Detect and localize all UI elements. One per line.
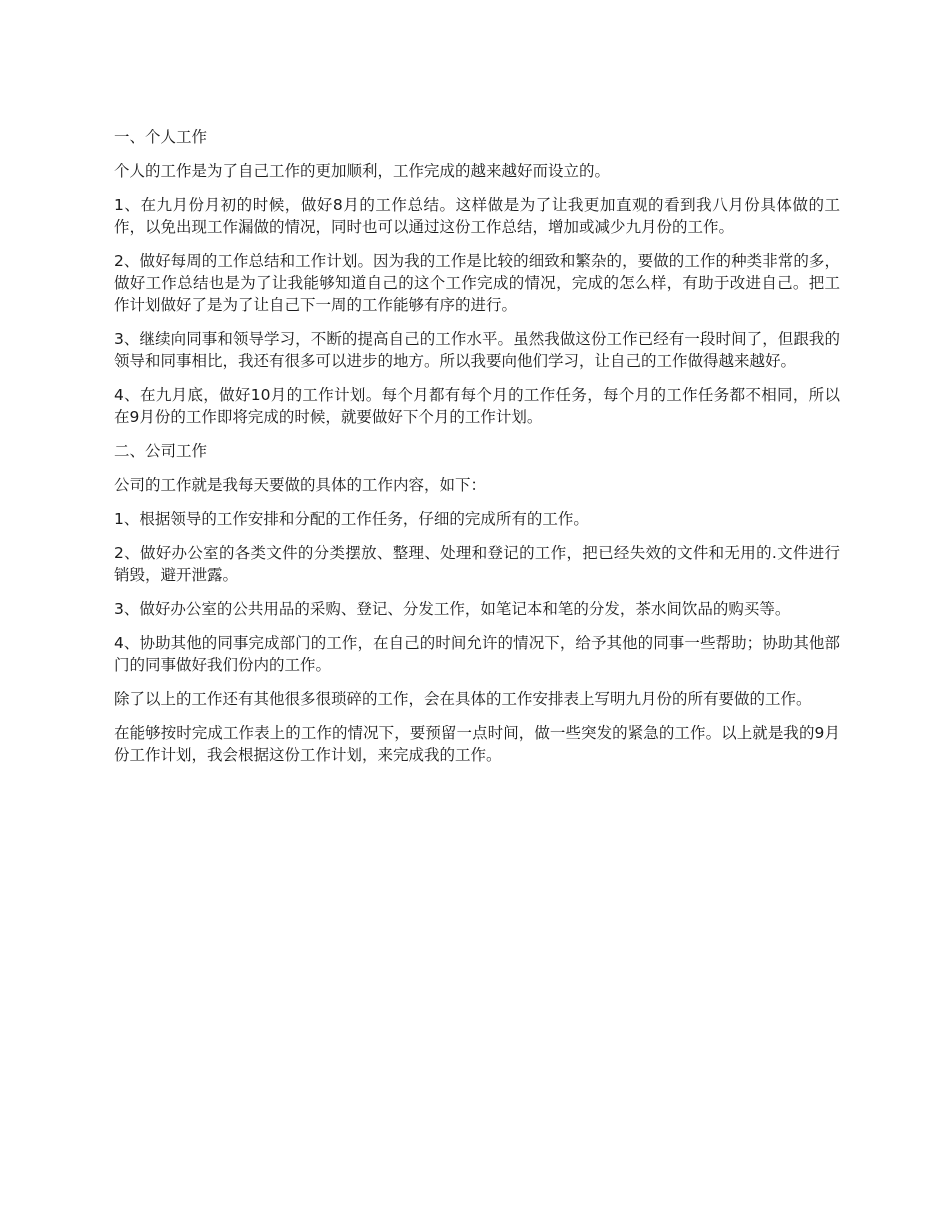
paragraph-conclusion: 在能够按时完成工作表上的工作的情况下，要预留一点时间，做一些突发的紧急的工作。以上就是我的9月份工作计划，我会根据这份工作计划，来完成我的工作。 (114, 724, 840, 764)
paragraph-intro-company: 公司的工作就是我每天要做的具体的工作内容，如下： (114, 476, 487, 494)
section-heading-company: 二、公司工作 (114, 442, 208, 460)
paragraph-company-item-2: 2、做好办公室的各类文件的分类摆放、整理、处理和登记的工作，把已经失效的文件和无用的.文件进行销毁，避开泄露。 (114, 544, 840, 584)
paragraph-intro-personal: 个人的工作是为了自己工作的更加顺利，工作完成的越来越好而设立的。 (114, 162, 611, 180)
paragraph-personal-item-4: 4、在九月底，做好10月的工作计划。每个月都有每个月的工作任务，每个月的工作任务都不相同，所以在9月份的工作即将完成的时候，就要做好下个月的工作计划。 (114, 386, 840, 426)
paragraph-other-work: 除了以上的工作还有其他很多很琐碎的工作，会在具体的工作安排表上写明九月份的所有要做的工作。 (114, 690, 812, 708)
paragraph-company-item-4: 4、协助其他的同事完成部门的工作，在自己的时间允许的情况下，给予其他的同事一些帮助；协助其他部门的同事做好我们份内的工作。 (114, 634, 840, 674)
document-page (114, 126, 840, 778)
paragraph-personal-item-1: 1、在九月份月初的时候，做好8月的工作总结。这样做是为了让我更加直观的看到我八月份具体做的工作，以免出现工作漏做的情况，同时也可以通过这份工作总结，增加或减少九月份的工作。 (114, 196, 840, 236)
paragraph-personal-item-2: 2、做好每周的工作总结和工作计划。因为我的工作是比较的细致和繁杂的，要做的工作的种类非常的多，做好工作总结也是为了让我能够知道自己的这个工作完成的情况，完成的怎么样，有助于改进自己。把工作计划做好了是为了让自己下一周的工作能够有序的进行。 (114, 252, 840, 314)
section-heading-personal: 一、个人工作 (114, 128, 208, 146)
paragraph-company-item-1: 1、根据领导的工作安排和分配的工作任务，仔细的完成所有的工作。 (114, 510, 589, 528)
paragraph-personal-item-3: 3、继续向同事和领导学习，不断的提高自己的工作水平。虽然我做这份工作已经有一段时间了，但跟我的领导和同事相比，我还有很多可以进步的地方。所以我要向他们学习，让自己的工作做得越来越好。 (114, 330, 840, 370)
paragraph-company-item-3: 3、做好办公室的公共用品的采购、登记、分发工作，如笔记本和笔的分发，茶水间饮品的购买等。 (114, 600, 791, 618)
